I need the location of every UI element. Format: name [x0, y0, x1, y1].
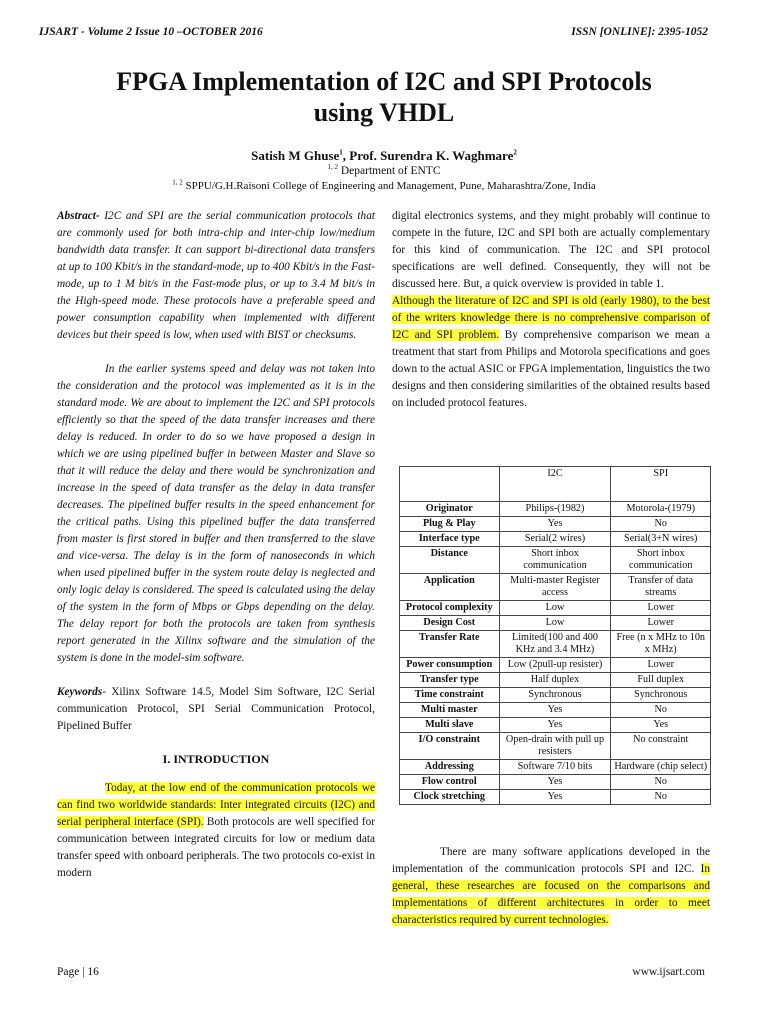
- table-cell-i2c: Yes: [499, 703, 611, 718]
- table-cell-i2c: Multi-master Register access: [499, 574, 611, 601]
- intro-rest: Both protocols are well specified for communication between integrated circuits for low or medium data transfer speed with onboard peripherals. The two protocols co-exist in modern: [57, 816, 375, 879]
- table-cell-spi: No: [611, 703, 711, 718]
- authors: [0, 148, 768, 164]
- right-para-1: digital electronics systems, and they might probably will continue to compete in the future, I2C and SPI both are actually complementary for this kind of communication. The I2C and SPI protocol specifications are well defined. Consequently, they will not be discussed here. But, a quick overview is provided in table 1.: [392, 210, 710, 290]
- table-row-label: Flow control: [400, 775, 500, 790]
- table-header-row: [400, 467, 711, 502]
- affiliation-text: SPPU/G.H.Raisoni College of Engineering and Management, Pune, Maharashtra/Zone, India: [182, 180, 596, 192]
- affiliation-sup: 1, 2: [172, 178, 183, 187]
- table-row-label: Multi master: [400, 703, 500, 718]
- keywords: [57, 684, 375, 735]
- table-cell-spi: Lower: [611, 601, 711, 616]
- table-cell-i2c: Short inbox communication: [499, 547, 611, 574]
- table-cell-i2c: Software 7/10 bits: [499, 760, 611, 775]
- table-cell-spi: No constraint: [611, 733, 711, 760]
- table-row-label: Originator: [400, 502, 500, 517]
- table-row: [400, 502, 711, 517]
- table-row-label: Transfer type: [400, 673, 500, 688]
- table-cell-i2c: Low (2pull-up resister): [499, 658, 611, 673]
- intro-highlight: Today, at the low end of the communication protocols we can find two worldwide standards: Inter integrated circuits (I2C) and serial peripheral interface (SPI).: [57, 782, 375, 828]
- department-sup: 1, 2: [327, 163, 338, 172]
- table-cell-i2c: Yes: [499, 517, 611, 532]
- author-1-sup: 1: [339, 148, 343, 157]
- paper-title: [0, 66, 768, 128]
- journal-url[interactable]: www.ijsart.com: [632, 966, 705, 978]
- table-cell-i2c: Low: [499, 601, 611, 616]
- table-cell-spi: No: [611, 790, 711, 805]
- table-row-label: Plug & Play: [400, 517, 500, 532]
- table-row-label: Application: [400, 574, 500, 601]
- table-row-label: Time constraint: [400, 688, 500, 703]
- table-cell-i2c: Synchronous: [499, 688, 611, 703]
- table-row-label: Interface type: [400, 532, 500, 547]
- author-1: Satish M Ghuse: [251, 148, 340, 163]
- journal-header: IJSART - Volume 2 Issue 10 –OCTOBER 2016: [39, 26, 263, 38]
- table-cell-i2c: Limited(100 and 400 KHz and 3.4 MHz): [499, 631, 611, 658]
- table-row: [400, 601, 711, 616]
- table-cell-i2c: Yes: [499, 718, 611, 733]
- table-row: [400, 631, 711, 658]
- abstract-para-2: In the earlier systems speed and delay was not taken into the consideration and the protocol was implemented as it is in the standard mode. We are about to implement the I2C and SPI protocols efficiently so that the speed of the data transfer increases and there delay is reduced. In order to do so we have proposed a design in which we are using pipelined buffer in between Master and Slave so that it will reduce the delay and there would be synchronization and increase in the speed of data transfer as the delay in data transfer decreases. The pipelined buffer results in the speed enhancement for the critical paths. Using this pipelined buffer the data transferred from master is first stored in buffer and then transferred to the slave and vice-versa. The delay is in the form of nanoseconds in which when used pipelined buffer in the system route delay is neglected and only logic delay is considered. The speed is calculated using the delay of the system in the form of Mbps or Gbps depending on the delay. The delay report for both the protocols are taken from synthesis report generated in the Xilinx software and the simulation of the system is done in the model-sim software.: [57, 363, 375, 664]
- table-cell-spi: No: [611, 517, 711, 532]
- right-para-2-rest: By comprehensive comparison we mean a treatment that start from Philips and Motorola specifications and goes down to the actual ASIC or FPGA implementation, linguistics the two designs and then considering similarities of the obtained results based on included protocol features.: [392, 329, 710, 409]
- table-row: [400, 673, 711, 688]
- abstract-text: I2C and SPI are the serial communication protocols that are commonly used for both intra-chip and inter-chip low/medium bandwidth data transfer. It can support bi-directional data transfers at up to 100 Kbit/s in the standard-mode, up to 400 Kbit/s in the Fast-mode, up to 1 M bit/s in the Fast-mode plus, or up to 3.4 M bit/s in the High-speed mode. These protocols have a preferable speed and power consumption capability when implemented with different devices but their speed is low, when used with BIST or checksums.: [57, 210, 375, 341]
- right-para-3-text: There are many software applications developed in the implementation of the communication protocols SPI and I2C.: [392, 846, 710, 875]
- table-row-label: Addressing: [400, 760, 500, 775]
- table-cell-spi: Full duplex: [611, 673, 711, 688]
- table-row: [400, 547, 711, 574]
- table-cell-spi: Hardware (chip select): [611, 760, 711, 775]
- table-row: [400, 574, 711, 601]
- table-row: [400, 718, 711, 733]
- table-row: [400, 658, 711, 673]
- table-row: [400, 733, 711, 760]
- table-row-label: Protocol complexity: [400, 601, 500, 616]
- table-row: [400, 688, 711, 703]
- intro-heading: I. INTRODUCTION: [162, 752, 270, 766]
- table-cell-i2c: Yes: [499, 775, 611, 790]
- table-row: [400, 775, 711, 790]
- department: [0, 165, 768, 177]
- keywords-label: Keywords: [57, 686, 103, 698]
- department-text: Department of ENTC: [337, 165, 441, 177]
- table-cell-spi: No: [611, 775, 711, 790]
- table-cell-i2c: Serial(2 wires): [499, 532, 611, 547]
- table-header-i2c: I2C: [499, 467, 611, 502]
- table-row: [400, 703, 711, 718]
- table-row: [400, 616, 711, 631]
- table-cell-i2c: Open-drain with pull up resisters: [499, 733, 611, 760]
- keywords-text: - Xilinx Software 14.5, Model Sim Software, I2C Serial communication Protocol, SPI Serial Communication Protocol, Pipelined Buffer: [57, 686, 375, 732]
- table-cell-i2c: Yes: [499, 790, 611, 805]
- title-line-1: FPGA Implementation of I2C and SPI Protocols: [116, 67, 652, 96]
- table-cell-spi: Short inbox communication: [611, 547, 711, 574]
- right-para-2: [392, 293, 710, 412]
- table-row-label: Distance: [400, 547, 500, 574]
- table-cell-spi: Motorola-(1979): [611, 502, 711, 517]
- table-cell-spi: Transfer of data streams: [611, 574, 711, 601]
- author-2: Prof. Surendra K. Waghmare: [349, 148, 514, 163]
- table-cell-i2c: Philips-(1982): [499, 502, 611, 517]
- table-row-label: Transfer Rate: [400, 631, 500, 658]
- table-row-label: Design Cost: [400, 616, 500, 631]
- table-cell-spi: Lower: [611, 658, 711, 673]
- right-column-bottom: [392, 844, 710, 929]
- table-row: [400, 760, 711, 775]
- table-row: [400, 517, 711, 532]
- title-line-2: using VHDL: [313, 98, 455, 127]
- comparison-table: [399, 466, 711, 805]
- table-header-blank: [400, 467, 500, 502]
- table-cell-spi: Yes: [611, 718, 711, 733]
- table-cell-spi: Free (n x MHz to 10n x MHz): [611, 631, 711, 658]
- table-row-label: Clock stretching: [400, 790, 500, 805]
- table-cell-spi: Synchronous: [611, 688, 711, 703]
- table-row-label: Multi slave: [400, 718, 500, 733]
- right-para-3: [392, 844, 710, 929]
- table-row-label: I/O constraint: [400, 733, 500, 760]
- table-cell-spi: Lower: [611, 616, 711, 631]
- abstract-label: Abstract-: [57, 210, 100, 222]
- right-column-top: [392, 208, 710, 412]
- right-para-2-highlight: Although the literature of I2C and SPI is old (early 1980), to the best of the writers knowledge there is no comprehensive comparison of I2C and SPI problem.: [392, 295, 710, 341]
- right-para-3-highlight: In general, these researches are focused on the comparisons and implementations of different architectures in order to meet characteristics required by current technologies.: [392, 863, 710, 926]
- page-number: Page | 16: [57, 966, 99, 978]
- intro-paragraph: [57, 780, 375, 882]
- table-row: [400, 790, 711, 805]
- abstract: [57, 208, 375, 344]
- issn-header: ISSN [ONLINE]: 2395-1052: [571, 26, 708, 38]
- left-column: [57, 208, 375, 882]
- author-sep: ,: [342, 148, 350, 163]
- table-row-label: Power consumption: [400, 658, 500, 673]
- table-header-spi: SPI: [611, 467, 711, 502]
- table-cell-spi: Serial(3+N wires): [611, 532, 711, 547]
- affiliation: [0, 180, 768, 192]
- table-cell-i2c: Low: [499, 616, 611, 631]
- author-2-sup: 2: [513, 148, 517, 157]
- table-cell-i2c: Half duplex: [499, 673, 611, 688]
- table-row: [400, 532, 711, 547]
